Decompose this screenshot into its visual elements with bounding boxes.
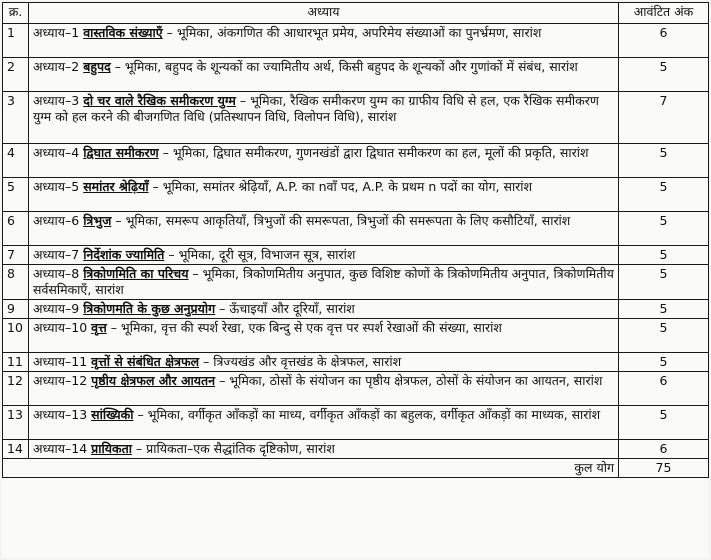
chapter-topics: – भूमिका, वृत्त की स्पर्श रेखा, एक बिन्दु से एक वृत्त पर स्पर्श रेखाओं की संख्या, सारांश [106, 320, 502, 335]
table-row [3, 353, 709, 372]
chapter-title: त्रिकोणमिति का परिचय [83, 266, 189, 281]
table-row [3, 319, 709, 353]
syllabus-document [2, 2, 708, 558]
chapter-content [29, 440, 619, 459]
chapter-content [29, 300, 619, 319]
allotted-marks: 5 [619, 300, 709, 319]
chapter-content [29, 265, 619, 300]
chapter-prefix: अध्याय–8 [33, 266, 80, 281]
chapter-title: द्विघात समीकरण [83, 145, 159, 160]
allotted-marks: 5 [619, 144, 709, 178]
chapter-prefix: अध्याय–2 [33, 59, 80, 74]
chapter-prefix: अध्याय–9 [33, 301, 80, 316]
chapter-number: 14 [3, 440, 29, 459]
chapter-topics: – भूमिका, समरूप आकृतियाँ, त्रिभुजों की समरूपता, त्रिभुजों की समरूपता के लिए कसौटियाँ, सारांश [111, 213, 571, 228]
chapter-topics: – भूमिका, ठोसों के संयोजन का पृष्ठीय क्षेत्रफल, ठोसों के संयोजन का आयतन, सारांश [215, 373, 603, 388]
chapter-content [29, 58, 619, 92]
chapter-prefix: अध्याय–13 [33, 407, 88, 422]
allotted-marks: 6 [619, 24, 709, 58]
allotted-marks: 5 [619, 353, 709, 372]
total-value: 75 [619, 459, 709, 478]
table-row [3, 440, 709, 459]
column-header-chapter: अध्याय [29, 3, 619, 24]
table-row [3, 178, 709, 212]
chapter-title: सांख्यिकी [91, 407, 134, 422]
chapter-topics: – भूमिका, बहुपद के शून्यकों का ज्यामितीय अर्थ, किसी बहुपद के शून्यकों और गुणांकों में संबंध, सारांश [110, 59, 578, 74]
table-row [3, 212, 709, 246]
chapter-content [29, 372, 619, 406]
allotted-marks: 5 [619, 406, 709, 440]
chapter-prefix: अध्याय–5 [33, 179, 80, 194]
chapter-prefix: अध्याय–10 [33, 320, 88, 335]
chapter-number: 2 [3, 58, 29, 92]
allotted-marks: 5 [619, 319, 709, 353]
chapter-number: 1 [3, 24, 29, 58]
table-row [3, 92, 709, 144]
chapter-content [29, 144, 619, 178]
total-row [3, 459, 709, 478]
chapter-prefix: अध्याय–3 [33, 93, 80, 108]
chapter-number: 4 [3, 144, 29, 178]
chapter-prefix: अध्याय–12 [33, 373, 88, 388]
column-header-number: क्र. [3, 3, 29, 24]
chapter-title: पृष्ठीय क्षेत्रफल और आयतन [91, 373, 216, 388]
table-row [3, 372, 709, 406]
table-row [3, 24, 709, 58]
chapter-number: 11 [3, 353, 29, 372]
chapter-topics: – ऊँचाइयाँ और दूरियाँ, सारांश [215, 301, 355, 316]
table-row [3, 246, 709, 265]
chapter-prefix: अध्याय–14 [33, 441, 88, 456]
table-row [3, 144, 709, 178]
allotted-marks: 5 [619, 58, 709, 92]
chapter-number: 12 [3, 372, 29, 406]
chapter-title: वृत्त [91, 320, 107, 335]
chapter-title: बहुपद [83, 59, 111, 74]
chapter-number: 3 [3, 92, 29, 144]
chapter-topics: – भूमिका, त्रिकोणमितीय अनुपात, कुछ विशिष्ट कोणों के त्रिकोणमितीय अनुपात, त्रिकोणमितीय सर्वसमिकाएँ, सारांश [33, 266, 614, 297]
chapter-number: 13 [3, 406, 29, 440]
chapter-content [29, 319, 619, 353]
total-label: कुल योग [3, 459, 619, 478]
chapter-prefix: अध्याय–4 [33, 145, 80, 160]
chapter-title: वास्तविक संख्याएँ [83, 25, 163, 40]
chapter-prefix: अध्याय–1 [33, 25, 80, 40]
allotted-marks: 5 [619, 265, 709, 300]
chapter-number: 10 [3, 319, 29, 353]
chapter-topics: – प्रायिकता–एक सैद्धांतिक दृष्टिकोण, सारांश [131, 441, 335, 456]
chapter-title: निर्देशांक ज्यामिति [83, 247, 165, 262]
table-row [3, 406, 709, 440]
allotted-marks: 6 [619, 440, 709, 459]
chapter-number: 5 [3, 178, 29, 212]
chapter-number: 9 [3, 300, 29, 319]
allotted-marks: 5 [619, 212, 709, 246]
syllabus-table [2, 2, 709, 478]
chapter-topics: – भूमिका, समांतर श्रेढ़ियाँ, A.P. का nवाँ पद, A.P. के प्रथम n पदों का योग, सारांश [148, 179, 533, 194]
chapter-title: त्रिकोणमति के कुछ अनुप्रयोग [83, 301, 216, 316]
table-row [3, 300, 709, 319]
chapter-content [29, 246, 619, 265]
chapter-topics: – त्रिज्यखंड और वृत्तखंड के क्षेत्रफल, सारांश [199, 354, 402, 369]
chapter-content [29, 406, 619, 440]
chapter-prefix: अध्याय–6 [33, 213, 80, 228]
table-row [3, 265, 709, 300]
chapter-prefix: अध्याय–11 [33, 354, 88, 369]
chapter-title: वृत्तों से संबंधित क्षेत्रफल [91, 354, 200, 369]
chapter-topics: – भूमिका, रैखिक समीकरण युग्म का ग्राफीय विधि से हल, एक रैखिक समीकरण युग्म को हल करने की बीजगणित विधि (प्रतिस्थापन विधि, विलोपन विधि), सारांश [33, 93, 599, 124]
chapter-topics: – भूमिका, दूरी सूत्र, विभाजन सूत्र, सारांश [164, 247, 356, 262]
chapter-title: त्रिभुज [83, 213, 112, 228]
allotted-marks: 5 [619, 178, 709, 212]
allotted-marks: 5 [619, 246, 709, 265]
chapter-number: 7 [3, 246, 29, 265]
chapter-number: 8 [3, 265, 29, 300]
chapter-prefix: अध्याय–7 [33, 247, 80, 262]
table-header-row [3, 3, 709, 24]
cropped-text-line [2, 550, 708, 560]
chapter-topics: – भूमिका, वर्गीकृत आँकड़ों का माध्य, वर्गीकृत आँकड़ों का बहुलक, वर्गीकृत आँकड़ों का माध्यक, सारांश [133, 407, 601, 422]
chapter-title: दो चर वाले रैखिक समीकरण युग्म [83, 93, 236, 108]
chapter-content [29, 353, 619, 372]
table-row [3, 58, 709, 92]
chapter-topics: – भूमिका, अंकगणित की आधारभूत प्रमेय, अपरिमेय संख्याओं का पुनर्भ्रमण, सारांश [162, 25, 542, 40]
chapter-title: समांतर श्रेढ़ियाँ [83, 179, 149, 194]
chapter-content [29, 92, 619, 144]
chapter-topics: – भूमिका, द्विघात समीकरण, गुणनखंडों द्वारा द्विघात समीकरण का हल, मूलों की प्रकृति, सारांश [158, 145, 589, 160]
chapter-number: 6 [3, 212, 29, 246]
allotted-marks: 7 [619, 92, 709, 144]
chapter-content [29, 212, 619, 246]
chapter-content [29, 178, 619, 212]
column-header-marks: आवंटित अंक [619, 3, 709, 24]
chapter-content [29, 24, 619, 58]
allotted-marks: 6 [619, 372, 709, 406]
chapter-title: प्रायिकता [91, 441, 132, 456]
